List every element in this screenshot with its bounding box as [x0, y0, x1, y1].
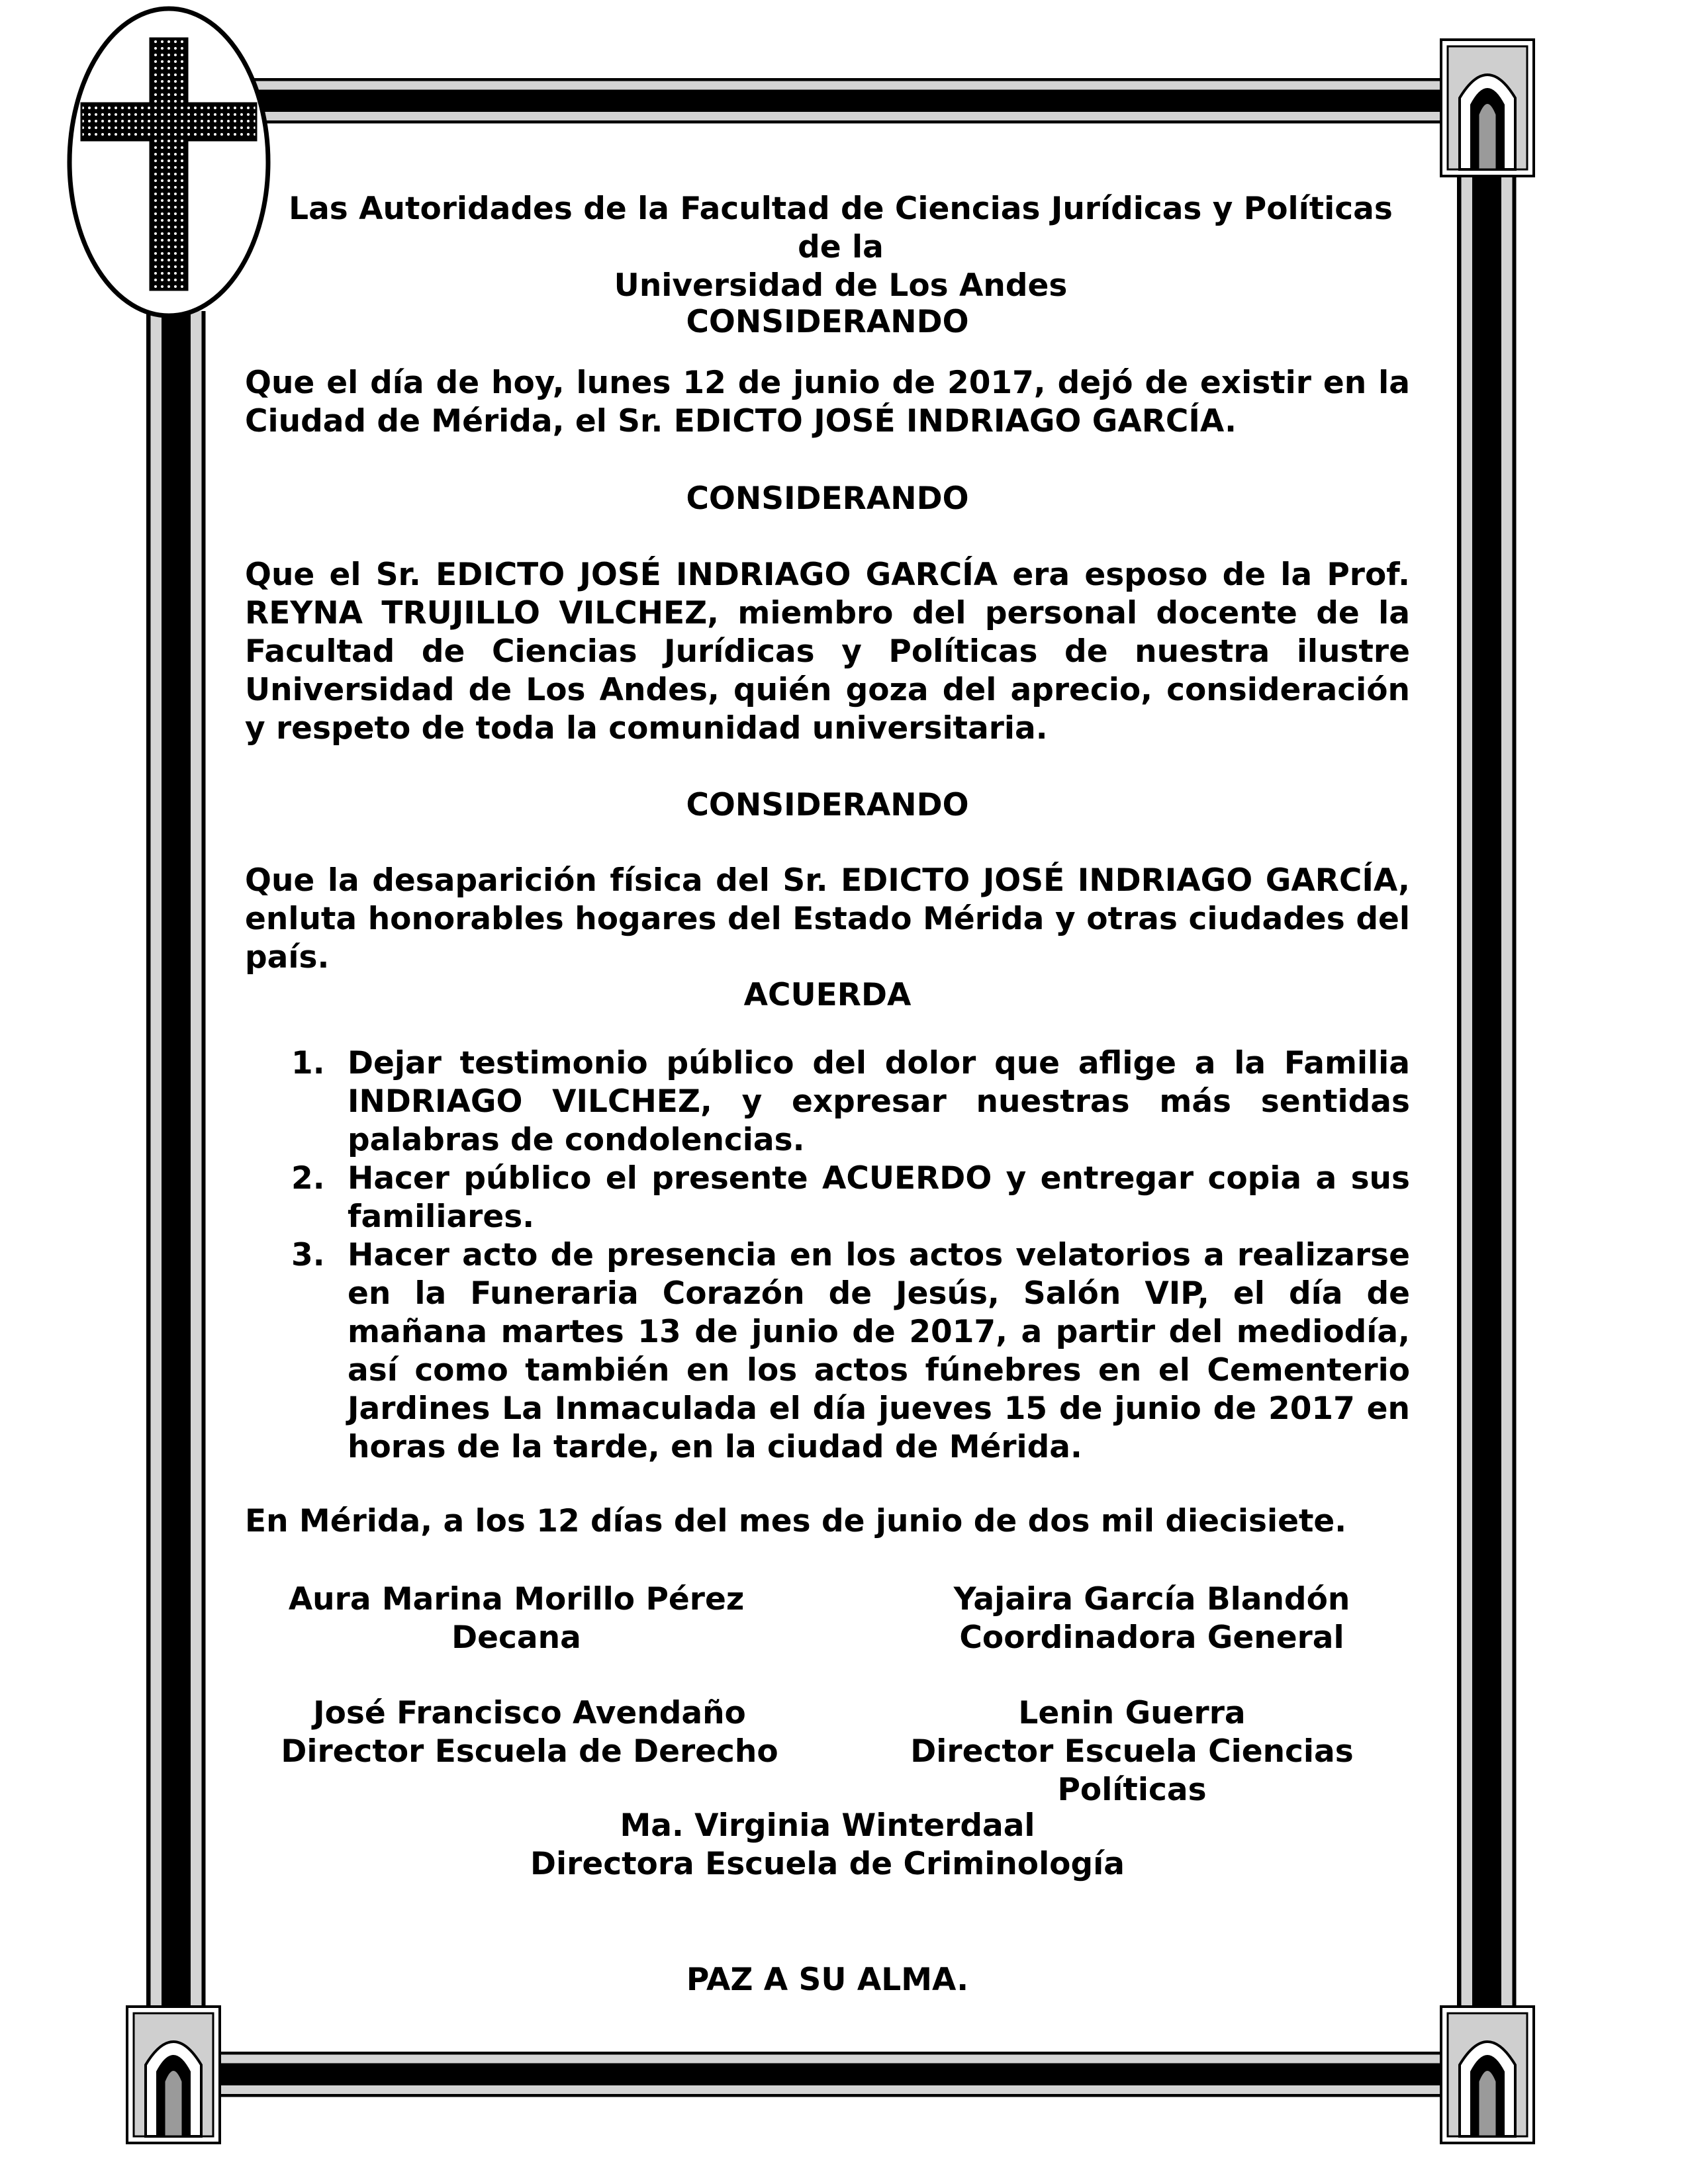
- header-line-2: Universidad de Los Andes: [614, 267, 1068, 304]
- signatory-title: Director Escuela Ciencias Políticas: [910, 1733, 1354, 1808]
- signatory-directora-criminologia: [530, 1807, 1125, 1884]
- list-item-number: 2.: [291, 1160, 325, 1197]
- signatory-title: Directora Escuela de Criminología: [530, 1846, 1125, 1882]
- frame-top-border: [238, 75, 1456, 128]
- signatory-title: Director Escuela de Derecho: [281, 1733, 778, 1770]
- list-item: [291, 1044, 1410, 1160]
- signatory-title: Coordinadora General: [959, 1619, 1344, 1656]
- list-item-text: Hacer público el presente ACUERDO y entregar copia a sus familiares.: [348, 1160, 1410, 1235]
- list-item-text: Dejar testimonio público del dolor que aflige a la Familia INDRIAGO VILCHEZ, y expresar nuestras más sentidas palabras de condolencias.: [348, 1045, 1410, 1158]
- list-item-number: 3.: [291, 1237, 325, 1273]
- signatory-title: Decana: [451, 1619, 581, 1656]
- signatory-decana: [265, 1580, 768, 1657]
- corner-ornament-bottom-right-icon: [1440, 2005, 1535, 2144]
- acuerda-list: [291, 1044, 1410, 1467]
- section-paragraph-1: Que el día de hoy, lunes 12 de junio de 2017, dejó de existir en la Ciudad de Mérida, el Sr. EDICTO JOSÉ INDRIAGO GARCÍA.: [245, 365, 1410, 439]
- frame-bottom-border: [199, 2048, 1456, 2101]
- frame-left-border: [142, 311, 211, 2032]
- signatory-director-derecho: [278, 1694, 781, 1771]
- signatory-name: Ma. Virginia Winterdaal: [620, 1807, 1035, 1844]
- closing-statement: En Mérida, a los 12 días del mes de junio de dos mil diecisiete.: [245, 1503, 1347, 1539]
- signatory-name: Aura Marina Morillo Pérez: [288, 1581, 745, 1617]
- corner-ornament-top-right-icon: [1440, 38, 1535, 177]
- signatory-coordinadora: [900, 1580, 1403, 1657]
- section-heading-1: CONSIDERANDO: [686, 304, 969, 340]
- list-item: [291, 1160, 1410, 1236]
- section-heading-3: CONSIDERANDO: [686, 787, 969, 823]
- corner-ornament-bottom-left-icon: [126, 2005, 221, 2144]
- signatory-director-ciencias-politicas: [834, 1694, 1430, 1809]
- list-item-number: 1.: [291, 1045, 325, 1081]
- signatory-name: Yajaira García Blandón: [953, 1581, 1350, 1617]
- section-paragraph-3: Que la desaparición física del Sr. EDICTO JOSÉ INDRIAGO GARCÍA, enluta honorables hogares del Estado Mérida y otras ciudades del país.: [245, 862, 1410, 976]
- header-line-1: Las Autoridades de la Facultad de Ciencias Jurídicas y Políticas de la: [289, 191, 1393, 265]
- signatory-name: José Francisco Avendaño: [313, 1695, 746, 1731]
- list-item-text: Hacer acto de presencia en los actos velatorios a realizarse en la Funeraria Corazón de Jesús, Salón VIP, el día de mañana martes 13 de junio de 2017, a partir del mediodía, así como también en los actos fúnebres en el Cementerio Jardines La Inmaculada el día jueves 15 de junio de 2017 en horas de la tarde, en la ciudad de Mérida.: [348, 1237, 1410, 1465]
- signatory-name: Lenin Guerra: [1018, 1695, 1246, 1731]
- frame-right-border: [1453, 152, 1522, 2032]
- section-paragraph-2: Que el Sr. EDICTO JOSÉ INDRIAGO GARCÍA era esposo de la Prof. REYNA TRUJILLO VILCHEZ, miembro del personal docente de la Facultad de Ciencias Jurídicas y Políticas de nuestra ilustre Universidad de Los Andes, quién goza del aprecio, consideración y respeto de toda la comunidad universitaria.: [245, 557, 1410, 747]
- farewell-text: PAZ A SU ALMA.: [686, 1962, 969, 1998]
- list-item: [291, 1236, 1410, 1467]
- cross-icon: [66, 5, 271, 320]
- section-heading-2: CONSIDERANDO: [686, 480, 969, 517]
- header-title: [278, 190, 1403, 305]
- acuerda-heading: ACUERDA: [743, 977, 912, 1013]
